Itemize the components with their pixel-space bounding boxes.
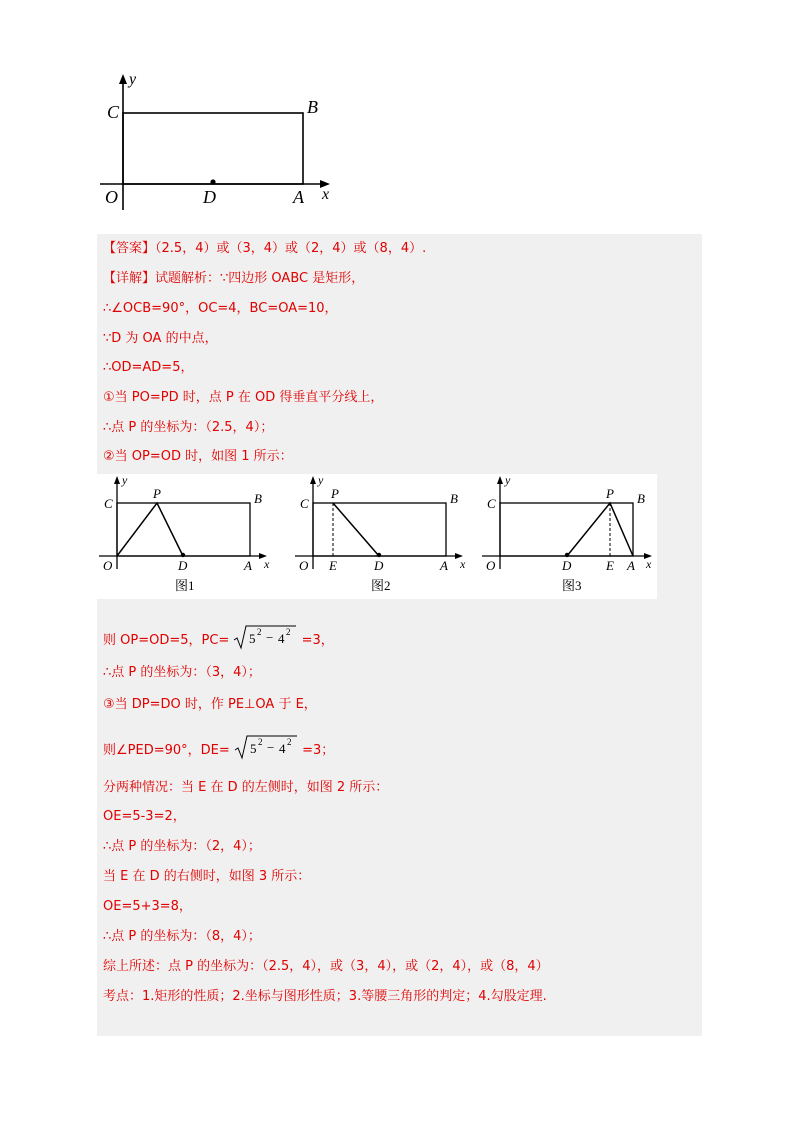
fig1-label-y: y — [122, 474, 128, 487]
fig1-caption: 图1 — [175, 578, 195, 593]
fig3-point-d — [565, 553, 569, 557]
fig3-y-arrow — [497, 476, 503, 484]
solution-line-16: 当 E 在 D 的右侧时，如图 3 所示： — [103, 869, 311, 884]
solution-line-4: ∵D 为 OA 的中点， — [103, 331, 218, 346]
label-a: A — [293, 187, 304, 207]
fig2-label-x: x — [460, 557, 466, 571]
solution-line-17: OE=5+3=8， — [103, 899, 192, 914]
label-y: y — [129, 71, 137, 88]
line-12-suffix: =3； — [302, 743, 335, 758]
solution-line-19: 综上所述：点 P 的坐标为：（2.5，4），或（3，4），或（2，4），或（8，4） — [103, 959, 549, 974]
fig3-label-a: A — [627, 558, 635, 573]
sqrt1-base: 5 — [249, 631, 256, 646]
figure-3 — [482, 474, 652, 593]
answer-text: （2.5，4）或（3，4）或（2，4）或（8，4）. — [155, 241, 427, 256]
fig2-label-c: C — [300, 496, 309, 511]
fig1-label-x: x — [264, 557, 270, 571]
sqrt2-minus: − — [266, 740, 275, 755]
fig3-label-p: P — [606, 486, 614, 501]
fig2-label-y: y — [318, 474, 324, 487]
fig3-label-y: y — [505, 474, 511, 487]
line-9-prefix: 则 OP=OD=5，PC= — [103, 633, 230, 648]
fig2-y-arrow — [310, 476, 316, 484]
solution-line-14: OE=5-3=2， — [103, 809, 186, 824]
y-axis-arrow — [119, 74, 127, 84]
detail-text: 试题解析：∵四边形 OABC 是矩形， — [155, 271, 365, 286]
fig3-label-o: O — [486, 558, 496, 573]
solution-line-13: 分两种情况：当 E 在 D 的左侧时，如图 2 所示： — [103, 780, 389, 795]
answer-line — [103, 240, 426, 258]
fig1-label-a: A — [244, 558, 252, 573]
rectangle-oabc-figure — [95, 70, 345, 220]
answer-tag: 【答案】 — [103, 241, 156, 256]
fig1-point-d — [181, 553, 185, 557]
fig3-label-d: D — [562, 558, 572, 573]
solution-line-15: ∴点 P 的坐标为：（2，4）； — [103, 839, 261, 854]
fig1-label-p: P — [153, 486, 161, 501]
sqrt2-exp: 2 — [257, 737, 263, 747]
solution-line-20: 考点：1.矩形的性质；2.坐标与图形性质；3.等腰三角形的判定；4.勾股定理. — [103, 989, 547, 1004]
line-12-prefix: 则∠PED=90°，DE= — [103, 743, 230, 758]
detail-line — [103, 270, 364, 288]
fig3-label-c: C — [487, 496, 496, 511]
solution-line-18: ∴点 P 的坐标为：（8，4）； — [103, 929, 261, 944]
sqrt2-base2: 4 — [278, 741, 286, 756]
fig2-caption: 图2 — [371, 578, 391, 593]
line-9-suffix: =3， — [301, 633, 334, 648]
label-x: x — [322, 186, 330, 203]
fig2-label-e: E — [329, 558, 337, 573]
label-b: B — [307, 97, 318, 117]
fig1-label-o: O — [103, 558, 113, 573]
fig2-label-b: B — [450, 491, 458, 506]
sqrt2-base: 5 — [249, 741, 257, 756]
rectangle-oabc — [123, 113, 303, 184]
solution-line-5: ∴OD=AD=5， — [103, 360, 194, 375]
solution-block — [97, 234, 702, 1036]
fig1-label-b: B — [254, 491, 262, 506]
solution-line-3: ∴∠OCB=90°，OC=4，BC=OA=10， — [103, 301, 338, 316]
fig3-caption: 图3 — [562, 578, 582, 593]
sqrt-expression-2 — [234, 734, 298, 760]
fig2-label-o: O — [299, 558, 309, 573]
solution-line-8: ②当 OP=OD 时，如图 1 所示： — [103, 449, 293, 464]
label-o: O — [105, 187, 118, 207]
fig2-label-p: P — [331, 486, 339, 501]
fig2-segment-pd — [333, 503, 379, 556]
figure-2 — [295, 474, 466, 593]
solution-line-10: ∴点 P 的坐标为：（3，4）； — [103, 665, 261, 680]
point-d — [210, 179, 215, 184]
detail-tag: 【详解】 — [103, 271, 156, 286]
solution-line-6: ①当 PO=PD 时，点 P 在 OD 得垂直平分线上， — [103, 390, 384, 405]
sqrt1-minus: − — [266, 630, 274, 645]
figures-panel — [97, 474, 657, 599]
fig1-triangle-opd — [117, 503, 183, 556]
sqrt-expression-1 — [233, 624, 297, 650]
label-c: C — [107, 102, 120, 122]
sqrt1-exp: 2 — [257, 627, 262, 637]
sqrt1-base2: 4 — [278, 631, 285, 646]
label-d: D — [203, 187, 216, 207]
figure-1 — [99, 474, 270, 593]
sqrt2-exp2: 2 — [286, 737, 292, 747]
sqrt1-exp2: 2 — [286, 627, 291, 637]
fig2-label-a: A — [440, 558, 448, 573]
solution-line-12 — [103, 734, 334, 760]
solution-line-7: ∴点 P 的坐标为：（2.5，4）； — [103, 420, 274, 435]
fig3-label-b: B — [637, 491, 645, 506]
fig2-point-d — [377, 553, 381, 557]
solution-line-11: ③当 DP=DO 时，作 PE⊥OA 于 E， — [103, 697, 317, 712]
fig3-label-x: x — [646, 557, 652, 571]
fig3-label-e: E — [606, 558, 614, 573]
fig1-label-c: C — [104, 496, 113, 511]
fig1-y-arrow — [114, 476, 120, 484]
fig3-triangle-dpa — [567, 503, 633, 556]
fig2-label-d: D — [374, 558, 384, 573]
fig1-label-d: D — [178, 558, 188, 573]
solution-line-9 — [103, 624, 334, 650]
